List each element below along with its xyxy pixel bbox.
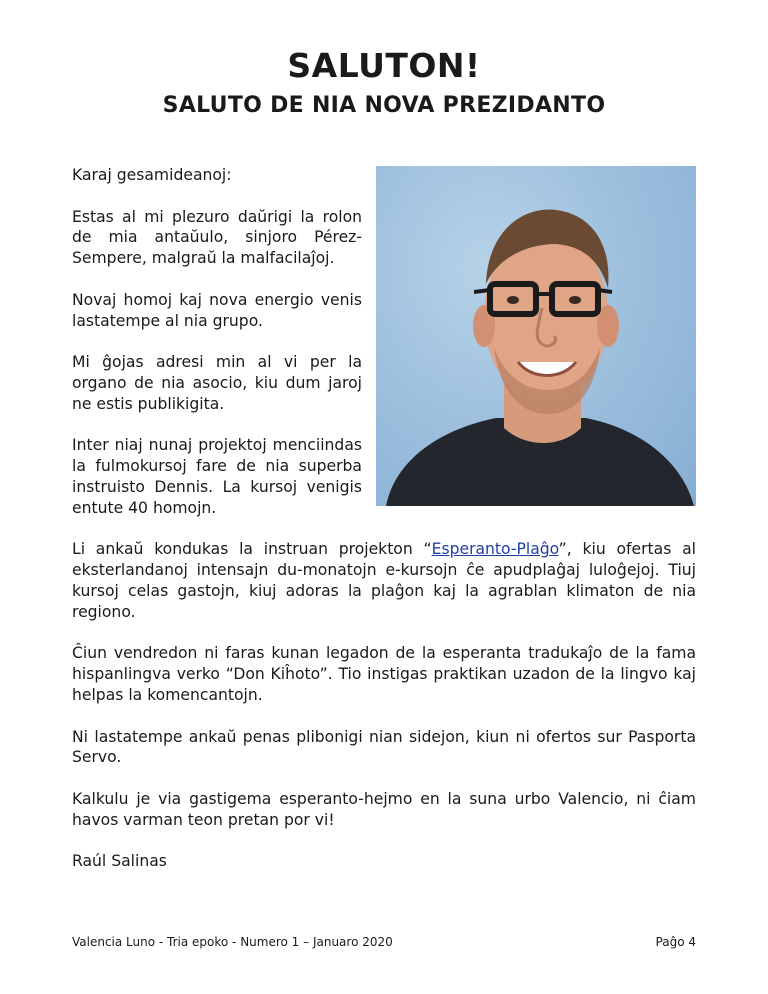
portrait-image [376,166,696,506]
paragraph-5 [72,539,696,622]
esperanto-plago-link[interactable]: Esperanto-Plaĝo [431,540,559,559]
president-photo [376,166,696,506]
paragraph-6: Ĉiun vendredon ni faras kunan legadon de la esperanta tradukaĵo de la fama hispanlingva verko “Don Kiĥoto”. Tio instigas praktikan uzadon de la lingvo kaj helpas la komencantojn. [72,644,696,704]
footer-page-number: Paĝo 4 [655,935,696,949]
footer-publication: Valencia Luno - Tria epoko - Numero 1 – Januaro 2020 [72,935,393,949]
signature: Raúl Salinas [72,852,167,871]
paragraph-3: Mi ĝojas adresi min al vi per la organo de nia asocio, kiu dum jaroj ne estis publikigita. [72,353,362,413]
paragraph-5-text-start: Li ankaŭ kondukas la instruan projekton “ [72,540,432,559]
paragraph-7: Ni lastatempe ankaŭ penas plibonigi nian sidejon, kiun ni ofertos sur Pasporta Servo. [72,727,696,767]
paragraph-2: Novaj homoj kaj nova energio venis lastatempe al nia grupo. [72,290,362,330]
paragraph-5-text-end: ”, kiu ofertas al eksterlandanoj intensajn du-monatojn e-kursojn ĉe apudplaĝaj luloĝejoj. Tiuj kursoj celas gastojn, kiuj adoras la plaĝon kaj la agrablan klimaton de nia regiono. [72,540,696,621]
paragraph-4: Inter niaj nunaj projektoj menciindas la fulmokursoj fare de nia superba instruisto Dennis. La kursoj venigis entute 40 homojn. [72,436,362,517]
paragraph-1: Estas al mi plezuro daŭrigi la rolon de mia antaŭulo, sinjoro Pérez-Sempere, malgraŭ la malfacilaĵoj. [72,207,362,268]
page-subtitle: SALUTO DE NIA NOVA PREZIDANTO [162,93,606,118]
page-title: SALUTON! [287,46,481,85]
paragraph-8: Kalkulu je via gastigema esperanto-hejmo en la suna urbo Valencio, ni ĉiam havos varman teon pretan por vi! [72,789,696,829]
article-body [72,165,696,893]
greeting: Karaj gesamideanoj: [72,166,232,184]
